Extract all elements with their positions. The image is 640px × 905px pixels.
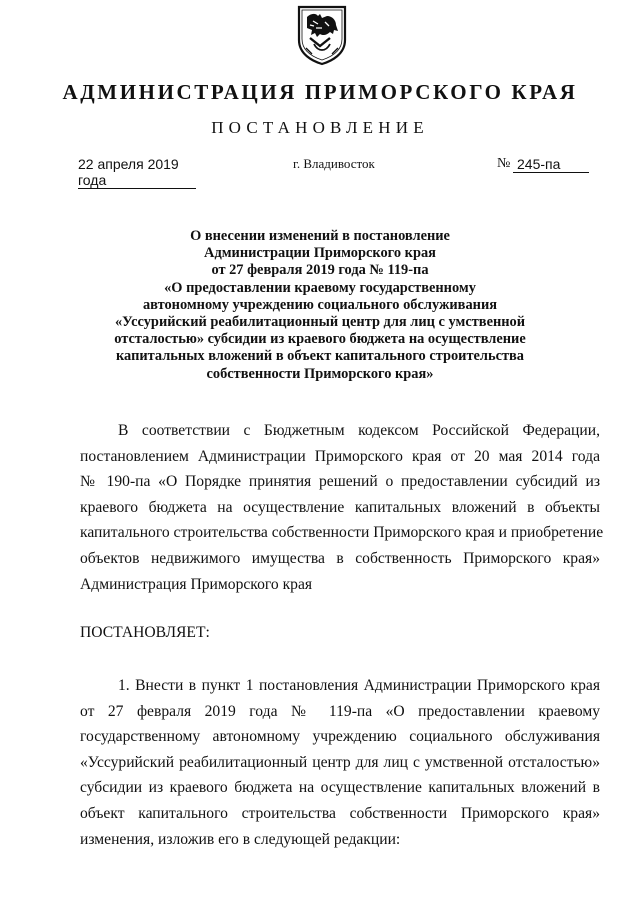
- item-1-paragraph: [80, 673, 600, 852]
- heading-line: автономному учреждению социального обслуживания: [142, 296, 498, 313]
- document-number: 245-па: [513, 156, 589, 173]
- heading-line: собственности Приморского края»: [206, 365, 434, 382]
- paragraph-line: «Уссурийский реабилитационный центр для лиц с умственной отсталостью»: [80, 753, 600, 771]
- resolves-label: [80, 620, 600, 646]
- heading-line: отсталостью» субсидии из краевого бюджета на осуществление: [114, 331, 526, 348]
- paragraph-line: 1. Внести в пункт 1 постановления Администрации Приморского края: [118, 677, 600, 694]
- paragraph-line: постановлением Администрации Приморского края от 20 мая 2014 года: [80, 447, 600, 465]
- heading-line: «Уссурийский реабилитационный центр для лиц с умственной: [114, 314, 526, 331]
- org-title: АДМИНИСТРАЦИЯ ПРИМОРСКОГО КРАЯ: [62, 80, 578, 104]
- paragraph-line: краевого бюджета на осуществление капитальных вложений в объекты: [80, 498, 600, 516]
- paragraph-line: субсидии из краевого бюджета на осуществление капитальных вложений в: [80, 779, 600, 797]
- paragraph-line: № 190-па «О Порядке принятия решений о предоставлении субсидий из: [80, 473, 600, 491]
- preamble-paragraph: [80, 418, 604, 597]
- paragraph-line: В соответствии с Бюджетным кодексом Российской Федерации,: [118, 422, 600, 439]
- document-date: 22 апреля 2019 года: [78, 156, 196, 189]
- resolves-text: ПОСТАНОВЛЯЕТ:: [80, 624, 210, 641]
- paragraph-line: объектов недвижимого имущества в собственность Приморского края»: [80, 549, 600, 567]
- heading-line: «О предоставлении краевому государственному: [164, 279, 476, 296]
- heading-line: Администрации Приморского края: [204, 245, 436, 262]
- paragraph-line: Администрация Приморского края: [80, 575, 313, 593]
- document-number-label: №: [497, 156, 511, 171]
- heading-line: от 27 февраля 2019 года № 119-па: [211, 262, 429, 279]
- paragraph-line: изменения, изложив его в следующей редакции:: [80, 830, 401, 848]
- paragraph-line: государственному автономному учреждению социального обслуживания: [80, 728, 600, 746]
- document-type: ПОСТАНОВЛЕНИЕ: [211, 118, 429, 137]
- heading-line: О внесении изменений в постановление: [190, 228, 450, 244]
- paragraph-line: объект капитального строительства собственности Приморского края»: [80, 804, 600, 822]
- heading-line: капитальных вложений в объект капитального строительства: [115, 348, 525, 365]
- document-heading: [60, 228, 580, 383]
- paragraph-line: от 27 февраля 2019 года № 119-па «О предоставлении краевому: [80, 702, 600, 720]
- paragraph-line: капитального строительства собственности Приморского края и приобретение: [80, 524, 604, 542]
- coat-of-arms-tiger-icon: [296, 4, 348, 66]
- document-city: г. Владивосток: [293, 156, 375, 171]
